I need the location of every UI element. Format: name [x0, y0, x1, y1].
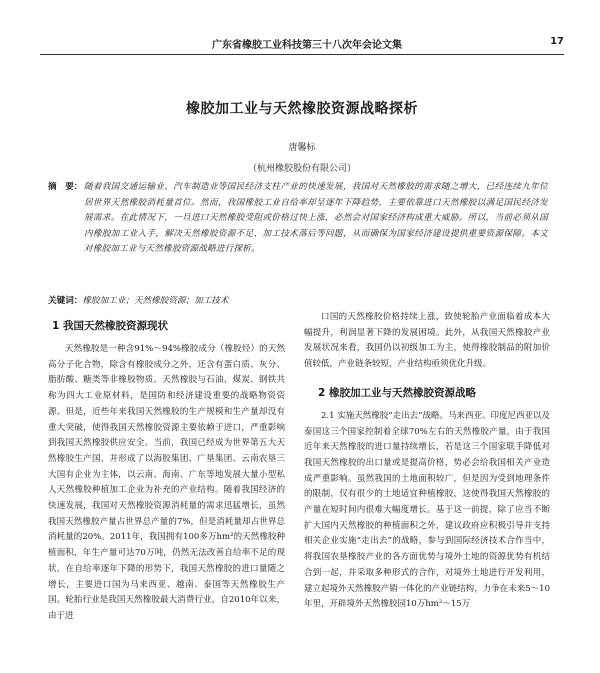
header-rule [40, 54, 564, 55]
keywords [48, 294, 548, 306]
running-title: 广东省橡胶工业科技第三十八次年会论文集 [212, 40, 402, 51]
page-number: 17 [550, 36, 564, 47]
keywords-label: 关键词： [48, 296, 83, 306]
author-affiliation: （杭州橡胶股份有限公司） [247, 164, 356, 174]
left-column [48, 312, 285, 625]
section-2-1-paragraph: 2.1 实施天然橡胶“走出去”战略。马来西亚、印度尼西亚以及泰国这三个国家控制着全球70%左右的天然橡胶产量，由于我国近年来天然橡胶的进口量持续增长，若是这三个国家联手降低对我国天然橡胶的出口量或是提高价格，势必会给我国相关产业造成严重影响。虽然我国的土地面积较广，但是因为受到地理条件的限制，仅有很少的土地适宜种植橡胶，这使得我国天然橡胶的产量在短时间内很难大幅度增长。基于这一前提，除了应当不断扩大国内天然橡胶的种植面积之外，建议政府应积极引导并支持相关企业实施“走出去”的战略，参与到国际经济技术合作当中，将我国农垦橡胶产业的各方面优势与境外土地的资源优势有机结合到一起，并采取多种形式的合作，对境外土地进行开发利用，建立起境外天然橡胶产销一体化的产业链结构，力争在未来5～10年里，开辟境外天然橡胶园10万hm²～15万 [304, 410, 550, 610]
running-header [40, 36, 564, 52]
section-1-paragraph: 天然橡胶是一种含91%～94%橡胶成分（橡胶烃）的天然高分子化合物，除含有橡胶成分之外，还含有蛋白质、灰分、脂肪酸、糖类等非橡胶物质。天然橡胶与石油、煤炭、钢铁共称为四大工业原材料，是国防和经济建设重要的战略物资资源。但是，近些年来我国天然橡胶的生产规模和生产量却没有重大突破，使得我国天然橡胶资源主要依赖于进口，严重影响到我国天然橡胶供应安全。当前，我国已经成为世界第五大天然橡胶生产国，并形成了以海胶集团、广垦集团、云南农垦三大国有企业为主体，以云南、海南、广东等地发展大量小型私人天然橡胶种植加工企业为补充的产业结构。随着我国经济的快速发展，我国对天然橡胶资源消耗量的需求迅猛增长，虽然我国天然橡胶产量占世界总产量的7%，但是消耗量却占世界总消耗量的20%。2011年，我国拥有100多万hm²的天然橡胶种植面积，年生产量可达70万吨，仍然无法改善自给率不足的现状，在自给率逐年下降的形势下，我国天然橡胶的进口量随之增长，主要进口国为马来西亚、越南、泰国等天然橡胶生产国。轮胎行业是我国天然橡胶最大消费行业，自2010年以来，由于进 [48, 344, 285, 621]
section-heading-2: 2 橡胶加工业与天然橡胶资源战略 [318, 386, 476, 399]
abstract-text: 随着我国交通运输业、汽车制造业等国民经济支柱产业的快速发展，我国对天然橡胶的需求随之增大，已经连续九年位居世界天然橡胶消耗量首位。然而，我国橡胶工业自给率却呈逐年下降趋势，主要依靠进口天然橡胶以满足国民经济发展需求。在此情况下，一旦进口天然橡胶受阻或价格过快上涨，必然会对国家经济构成重大威胁。所以，当前必须从国内橡胶加工业入手，解决天然橡胶资源不足、加工技术落后等问题，从而确保为国家经济建设提供重要资源保障。本文对橡胶加工业与天然橡胶资源战略进行探析。 [84, 182, 548, 255]
keywords-text: 橡胶加工业；天然橡胶资源；加工技术 [82, 296, 229, 306]
section-heading-1: 1 我国天然橡胶资源现状 [52, 320, 168, 332]
continued-paragraph: 口国的天然橡胶价格持续上涨，致使轮胎产业面临着成本大幅提升，利润显著下降的发展困境。此外，从我国天然橡胶产业发展状况来看，我国仍以初级加工为主，使得橡胶制品的附加价值较低，产业链条较短，产业结构亟须优化升级。 [304, 312, 550, 370]
abstract-label: 摘 要： [48, 182, 83, 192]
article-title: 橡胶加工业与天然橡胶资源战略探析 [186, 101, 418, 117]
right-column [304, 310, 550, 613]
author-name: 唐馨标 [288, 143, 316, 153]
abstract [48, 180, 548, 258]
